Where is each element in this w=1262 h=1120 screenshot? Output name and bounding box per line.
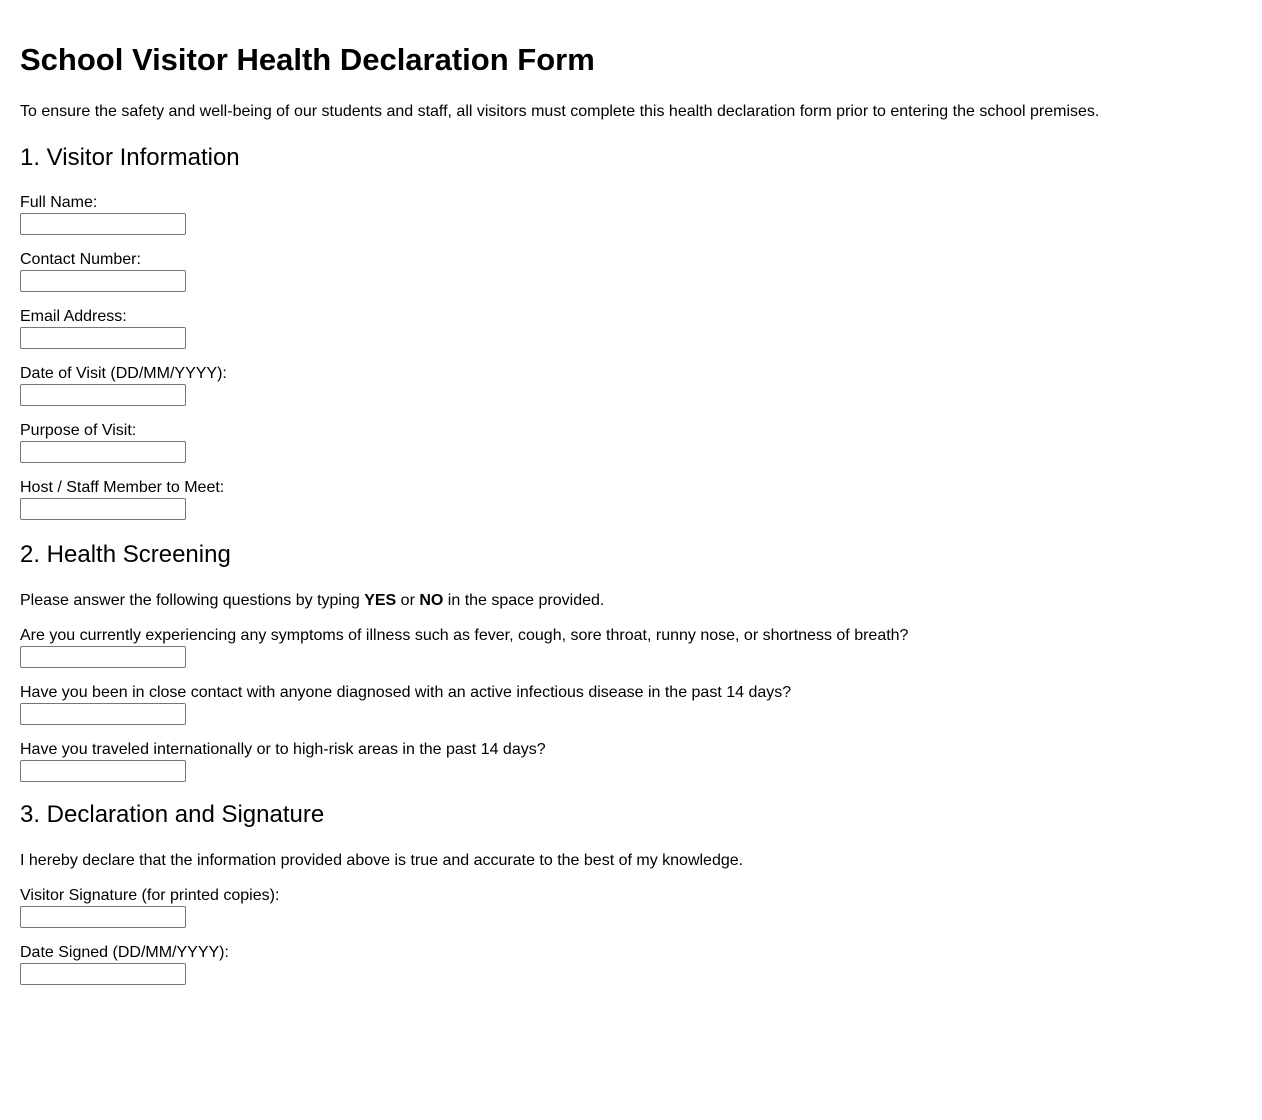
section-heading-declaration: 3. Declaration and Signature (20, 801, 325, 828)
instruction-text-post: in the space provided. (443, 592, 605, 609)
visitor-information-fields (20, 193, 1242, 520)
screening-instructions (20, 591, 1242, 611)
travel-question-label: Have you traveled internationally or to high-risk areas in the past 14 days? (20, 741, 546, 758)
intro-text: To ensure the safety and well-being of our students and staff, all visitors must complete this health declaration form prior to entering the school premises. (20, 103, 1100, 120)
travel-question-field (20, 740, 1242, 782)
contact-number-field (20, 250, 1242, 292)
instruction-yes-keyword: YES (364, 592, 397, 609)
date-signed-input[interactable] (20, 963, 186, 985)
instruction-no-keyword: NO (419, 592, 444, 609)
full-name-input[interactable] (20, 213, 186, 235)
health-screening-questions (20, 626, 1242, 782)
full-name-field (20, 193, 1242, 235)
email-address-label: Email Address: (20, 308, 127, 325)
section-heading-visitor-information: 1. Visitor Information (20, 144, 240, 171)
host-staff-member-field (20, 478, 1242, 520)
contact-number-input[interactable] (20, 270, 186, 292)
close-contact-answer-input[interactable] (20, 703, 186, 725)
declaration-statement: I hereby declare that the information provided above is true and accurate to the best of my knowledge. (20, 852, 744, 869)
contact-number-label: Contact Number: (20, 251, 141, 268)
section-heading-health-screening: 2. Health Screening (20, 541, 231, 568)
instruction-text-or: or (396, 592, 420, 609)
date-signed-field (20, 943, 1242, 985)
date-of-visit-input[interactable] (20, 384, 186, 406)
close-contact-question-label: Have you been in close contact with anyone diagnosed with an active infectious disease in the past 14 days? (20, 684, 792, 701)
purpose-of-visit-label: Purpose of Visit: (20, 422, 137, 439)
email-address-field (20, 307, 1242, 349)
visitor-signature-input[interactable] (20, 906, 186, 928)
date-of-visit-field (20, 364, 1242, 406)
symptoms-question-field (20, 626, 1242, 668)
symptoms-question-label: Are you currently experiencing any symptoms of illness such as fever, cough, sore throat, runny nose, or shortness of breath? (20, 627, 909, 644)
page-title: School Visitor Health Declaration Form (20, 42, 595, 77)
instruction-text-pre: Please answer the following questions by typing (20, 592, 365, 609)
purpose-of-visit-field (20, 421, 1242, 463)
visitor-signature-label: Visitor Signature (for printed copies): (20, 887, 280, 904)
date-of-visit-label: Date of Visit (DD/MM/YYYY): (20, 365, 227, 382)
host-staff-member-label: Host / Staff Member to Meet: (20, 479, 225, 496)
email-address-input[interactable] (20, 327, 186, 349)
host-staff-member-input[interactable] (20, 498, 186, 520)
close-contact-question-field (20, 683, 1242, 725)
date-signed-label: Date Signed (DD/MM/YYYY): (20, 944, 229, 961)
full-name-label: Full Name: (20, 194, 98, 211)
travel-answer-input[interactable] (20, 760, 186, 782)
visitor-signature-field (20, 886, 1242, 928)
declaration-fields (20, 886, 1242, 985)
symptoms-answer-input[interactable] (20, 646, 186, 668)
purpose-of-visit-input[interactable] (20, 441, 186, 463)
